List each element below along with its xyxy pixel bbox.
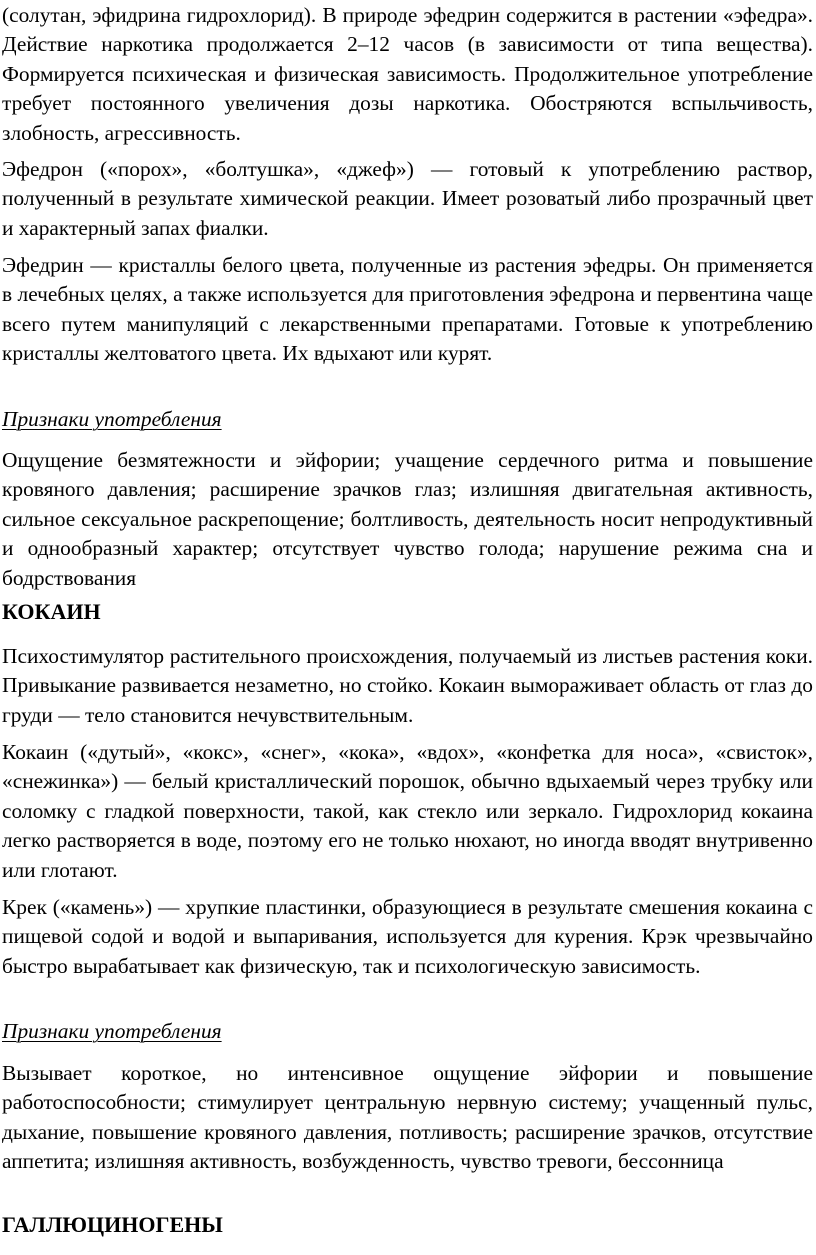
paragraph-cocaine-slang: Кокаин («дутый», «кокс», «снег», «кока», «вдох», «конфетка для носа», «свисток», «снежинка») — белый кристаллический порошок, обычно вдыхаемый через трубку или соломку с гладкой поверхности, такой, как стекло или зеркало. Гидрохлорид кокаина легко растворяется в воде, поэтому его не только нюхают, но иногда вводят внутривенно или глотают. <box>2 740 813 882</box>
section-heading-hallucinogens: ГАЛЛЮЦИНОГЕНЫ <box>2 1212 223 1237</box>
paragraph-crack: Крек («камень») — хрупкие пластинки, образующиеся в результате смешения кокаина с пищевой содой и водой и выпаривания, используется для курения. Крэк чрезвычайно быстро вырабатывает как физическую, так и психологическую зависимость. <box>2 895 813 978</box>
paragraph-ephedrine-crystals: Эфедрин — кристаллы белого цвета, полученные из растения эфедры. Он применяется в лечебных целях, а также используется для приготовления эфедрона и первентина чаще всего путем манипуляций с лекарственными препаратами. Готовые к употреблению кристаллы желтоватого цвета. Их вдыхают или курят. <box>2 253 813 366</box>
section-heading-cocaine: КОКАИН <box>2 599 101 624</box>
paragraph-ephedrine-intro: (солутан, эфидрина гидрохлорид). В природе эфедрин содержится в растении «эфедра». Действие наркотика продолжается 2–12 часов (в зависимости от типа вещества). Формируется психическая и физическая зависимость. Продолжительное употребление требует постоянного увеличения дозы наркотика. Обостряются вспыльчивость, злобность, агрессивность. <box>2 3 813 145</box>
paragraph-cocaine-signs: Вызывает короткое, но интенсивное ощущение эйфории и повышение работоспособности; стимулирует центральную нервную систему; учащенный пульс, дыхание, повышение кровяного давления, потливость; расширение зрачков, отсутствие аппетита; излишняя активность, возбужденность, чувство тревоги, бессонница <box>2 1061 813 1174</box>
paragraph-ephedrone: Эфедрон («порох», «болтушка», «джеф») — готовый к употреблению раствор, полученный в результате химической реакции. Имеет розоватый либо прозрачный цвет и характерный запах фиалки. <box>2 157 813 240</box>
subheading-signs-of-use-2: Признаки употребления <box>2 1019 222 1043</box>
paragraph-ephedrine-signs: Ощущение безмятежности и эйфории; учащение сердечного ритма и повышение кровяного давления; расширение зрачков глаз; излишняя двигательная активность, сильное сексуальное раскрепощение; болтливость, деятельность носит непродуктивный и однообразный характер; отсутствует чувство голода; нарушение режима сна и бодрствования <box>2 448 813 590</box>
paragraph-cocaine-intro: Психостимулятор растительного происхождения, получаемый из листьев растения коки. Привыкание развивается незаметно, но стойко. Кокаин вымораживает область от глаз до груди — тело становится нечувствительным. <box>2 644 813 727</box>
subheading-signs-of-use: Признаки употребления <box>2 407 222 431</box>
